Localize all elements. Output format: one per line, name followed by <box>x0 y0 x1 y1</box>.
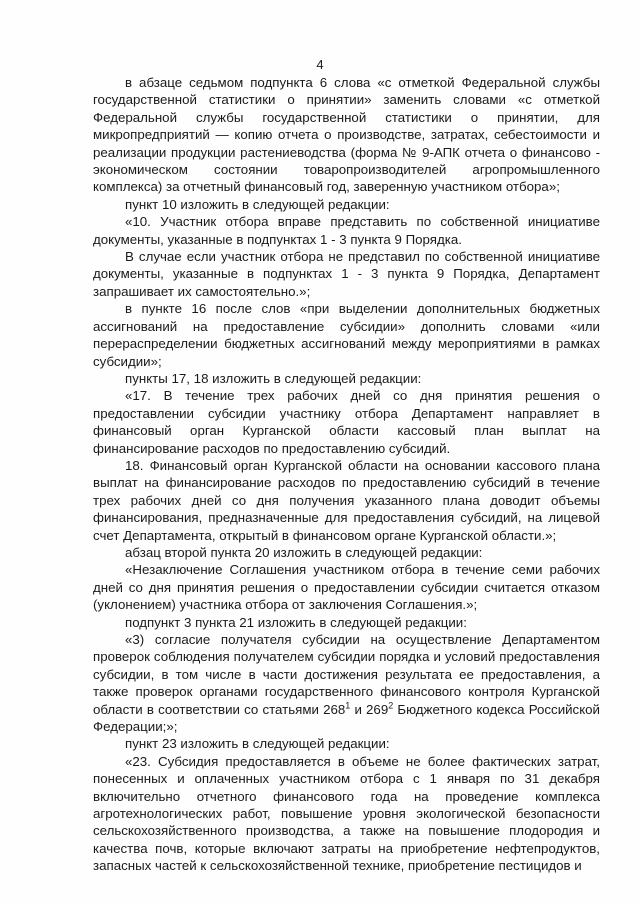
paragraph: пункты 17, 18 изложить в следующей редакции: <box>125 370 422 386</box>
page-number: 4 <box>316 57 324 72</box>
paragraph: пункт 10 изложить в следующей редакции: <box>125 196 390 212</box>
superscript: 1 <box>345 700 351 711</box>
paragraph-text: «3) согласие получателя субсидии на осуществление Департаментом проверок соблюдения получателем субсидии порядка и условий предоставления субсидии, в том числе в части достижения результата ее предоставления, а также проверок органами государственного финансового контроля Курганской области в соответствии со статьями 268 <box>93 632 600 717</box>
paragraph: «23. Субсидия предоставляется в объеме не более фактических затрат, понесенных и оплаченных участником отбора с 1 января по 31 декабря включительно отчетного финансового года на проведение комплекса агротехнологических работ, повышение уровня экологической безопасности сельскохозяйственного производства, а также на повышение плодородия и качества почв, которые включают затраты на приобретение нефтепродуктов, запасных частей к сельскохозяйственной технике, приобретение пестицидов и <box>93 753 600 874</box>
paragraph-text: Бюджетного кодекса Российской Федерации;»; <box>93 701 600 735</box>
document-body <box>93 74 600 875</box>
paragraph: подпункт 3 пункта 21 изложить в следующей редакции: <box>125 614 467 630</box>
paragraph: «17. В течение трех рабочих дней со дня принятия решения о предоставлении субсидии участнику отбора Департамент направляет в финансовый орган Курганской области кассовый план выплат на финансирование расходов по предоставлению субсидий. <box>93 388 600 456</box>
paragraph: абзац второй пункта 20 изложить в следующей редакции: <box>125 544 483 560</box>
paragraph: «Незаключение Соглашения участником отбора в течение семи рабочих дней со дня принятия решения о предоставлении субсидии считается отказом (уклонением) участника отбора от заключения Соглашения.»; <box>93 562 600 613</box>
paragraph: пункт 23 изложить в следующей редакции: <box>125 736 390 752</box>
paragraph: в абзаце седьмом подпункта 6 слова «с отметкой Федеральной службы государственной статистики о принятии» заменить словами «с отметкой Федеральной службы государственной статистики о принятии, для микропредприятий — копию отчета о производстве, затратах, себестоимости и реализации продукции растениеводства (форма № 9-АПК отчета о финансово - экономическом состоянии товаропроизводителей агропромышленного комплекса) за отчетный финансовый год, заверенную участником отбора»; <box>93 75 600 195</box>
paragraph: В случае если участник отбора не представил по собственной инициативе документы, указанные в подпунктах 1 - 3 пункта 9 Порядка, Департамент запрашивает их самостоятельно.»; <box>93 249 600 299</box>
paragraph-subsidy-consent <box>93 631 600 735</box>
superscript: 2 <box>388 700 394 711</box>
paragraph-text: и 269 <box>350 701 389 717</box>
paragraph: в пункте 16 после слов «при выделении дополнительных бюджетных ассигнований на предоставление субсидии» дополнить словами «или перераспределении бюджетных ассигнований между мероприятиями в рамках субсидии»; <box>93 301 600 369</box>
paragraph: 18. Финансовый орган Курганской области на основании кассового плана выплат на финансирование расходов по предоставлению субсидий в течение трех рабочих дней со дня получения указанного плана доводит объемы финансирования, предназначенные для предоставления субсидий, на лицевой счет Департамента, открытый в финансовом органе Курганской области.»; <box>93 457 600 543</box>
paragraph: «10. Участник отбора вправе представить по собственной инициативе документы, указанные в подпунктах 1 - 3 пункта 9 Порядка. <box>93 214 600 247</box>
